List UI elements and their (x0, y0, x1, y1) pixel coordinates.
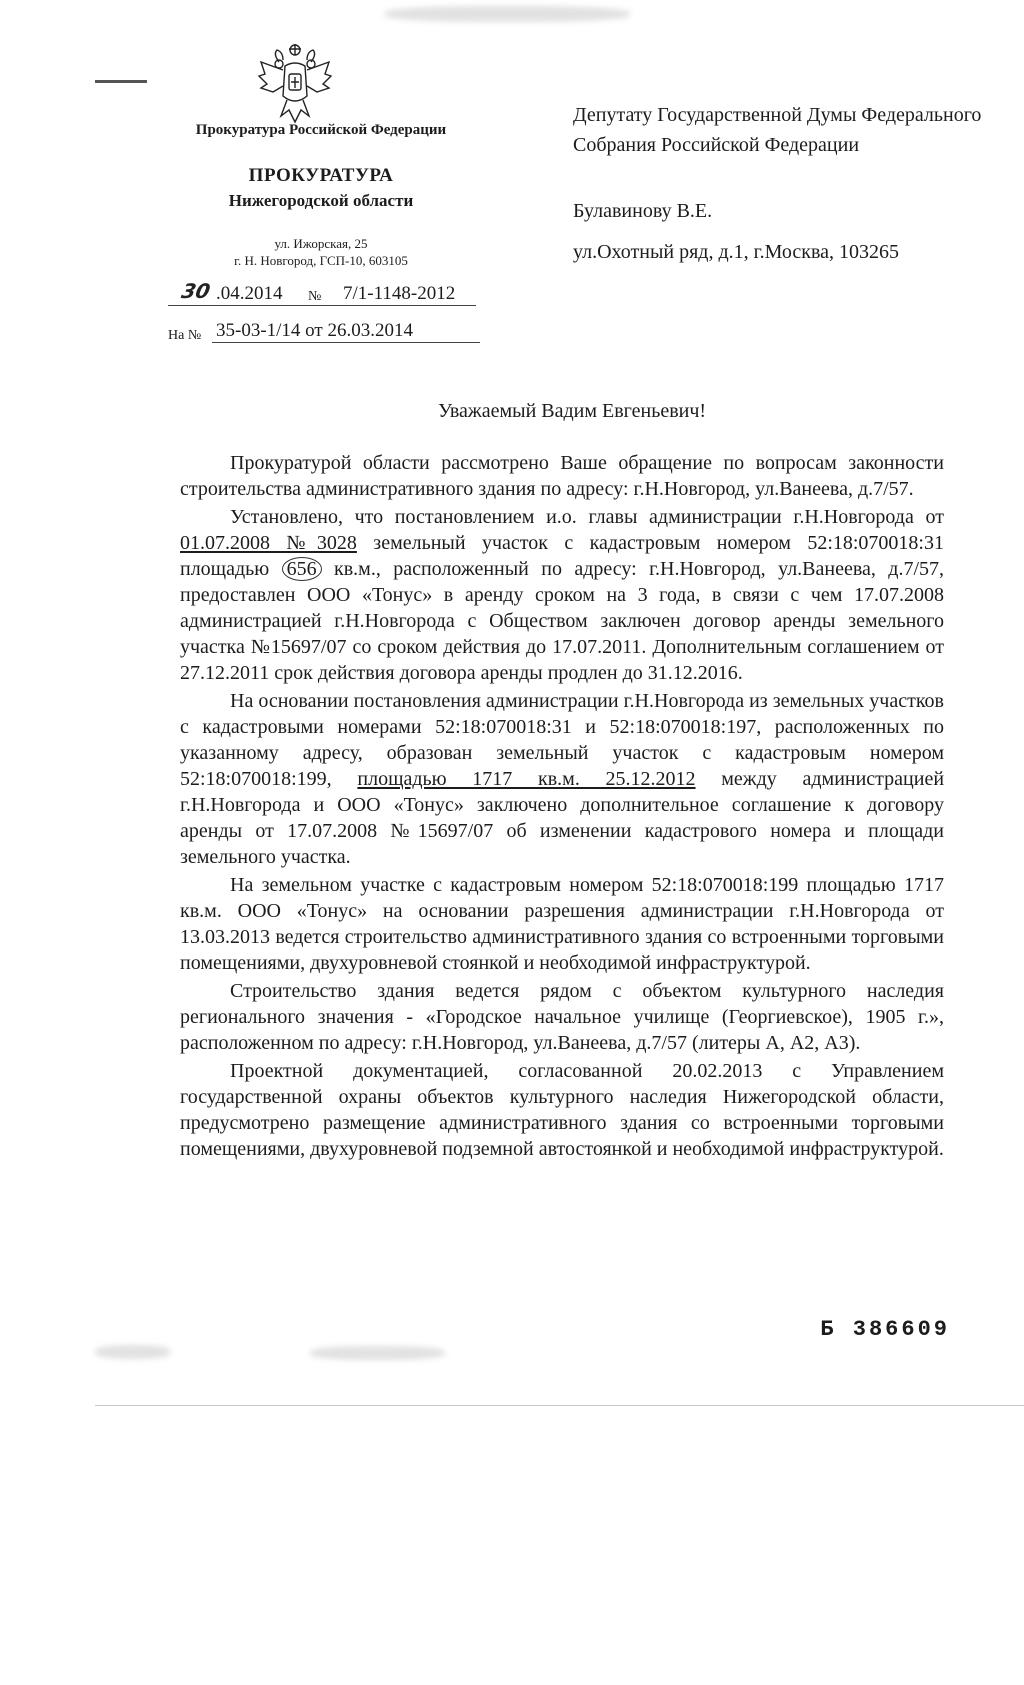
scan-smudge-left (95, 1345, 170, 1359)
sender-org-title: ПРОКУРАТУРА (248, 165, 394, 186)
paragraph-4: На земельном участке с кадастровым номером 52:18:070018:199 площадью 1717 кв.м. ООО «Тонус» на основании разрешения администрации г.Н.Новгорода от 13.03.2013 ведется строительство административного здания со встроенными торговыми помещениями, двухуровневой стоянкой и необходимой инфраструктурой. (180, 874, 944, 974)
outgoing-number: 7/1-1148-2012 (343, 283, 456, 304)
circled-area: 656 (282, 557, 322, 581)
paragraph-1: Прокуратурой области рассмотрено Ваше обращение по вопросам законности строительства административного здания по адресу: г.Н.Новгород, ул.Ванеева, д.7/57. (180, 452, 944, 500)
paragraph-2-part-b: земельный участок с кадастровым номером 52:18:070018:31 площадью (180, 532, 944, 580)
scan-smudge-middle (310, 1346, 445, 1360)
number-sign: № (308, 289, 322, 304)
scan-edge-mark (95, 80, 147, 83)
recipient-name: Булавинову В.Е. (573, 200, 713, 222)
paragraph-2-part-c: кв.м., расположенный по адресу: г.Н.Новгород, ул.Ванеева, д.7/57, предоставлен ООО «Тонус» в аренду сроком на 3 года, в связи с чем 17.07.2008 администрацией г.Н.Новгорода с Обществом заключен договор аренды земельного участка №15697/07 со сроком действия до 17.07.2011. Дополнительным соглашением от 27.12.2011 срок действия договора аренды продлен до 31.12.2016. (180, 558, 945, 684)
underlined-area-date: площадью 1717 кв.м. 25.12.2012 (357, 768, 696, 790)
outgoing-date-number-line (168, 279, 476, 306)
reference-label: На № (168, 328, 202, 343)
sender-org-small: Прокуратура Российской Федерации (195, 122, 447, 138)
salutation: Уважаемый Вадим Евгеньевич! (437, 400, 707, 422)
outgoing-date: .04.2014 (216, 283, 283, 304)
sender-address-street: ул. Ижорская, 25 (274, 236, 368, 251)
scan-smudge-top (385, 6, 630, 22)
paragraph-2-part-a: Установлено, что постановлением и.о. главы администрации г.Н.Новгорода от (230, 506, 944, 528)
handwritten-day: 30 (179, 279, 213, 303)
sender-org-region: Нижегородской области (228, 191, 414, 210)
paragraph-2 (180, 504, 944, 686)
paragraph-6: Проектной документацией, согласованной 20.02.2013 с Управлением государственной охраны объектов культурного наследия Нижегородской области, предусмотрено размещение административного здания со встроенными торговыми помещениями, двухуровневой подземной автостоянкой и необходимой инфраструктурой. (180, 1060, 944, 1160)
paragraph-5: Строительство здания ведется рядом с объектом культурного наследия регионального значения - «Городское начальное училище (Георгиевское), 1905 г.», расположенном по адресу: г.Н.Новгород, ул.Ванеева, д.7/57 (литеры А, А2, А3). (180, 980, 944, 1054)
reference-value: 35-03-1/14 от 26.03.2014 (212, 320, 480, 343)
blank-serial-number: Б 386609 (820, 1317, 950, 1342)
paragraph-3 (180, 688, 944, 870)
recipient-address: ул.Охотный ряд, д.1, г.Москва, 103265 (573, 241, 900, 263)
paragraph-3-part-a: На основании постановления администрации г.Н.Новгорода из земельных участков с кадастровыми номерами 52:18:070018:31 и 52:18:070018:197, расположенных по указанному адресу, образован земельный участок с кадастровым номером 52:18:070018:199, (180, 690, 944, 790)
underlined-decree-ref: 01.07.2008 №3028 (180, 532, 357, 554)
reference-line (168, 322, 476, 344)
scan-bottom-edge (95, 1405, 1024, 1406)
double-headed-eagle-icon (255, 40, 335, 126)
sender-address-city: г. Н. Новгород, ГСП-10, 603105 (234, 253, 408, 268)
letter-body (180, 450, 944, 1162)
recipient-title: Депутату Государственной Думы Федерального Собрания Российской Федерации (573, 104, 982, 156)
paragraph-3-part-b: между администрацией г.Н.Новгорода и ООО «Тонус» заключено дополнительное соглашение к договору аренды от 17.07.2008 №15697/07 об изменении кадастрового номера и площади земельного участка. (180, 768, 945, 868)
